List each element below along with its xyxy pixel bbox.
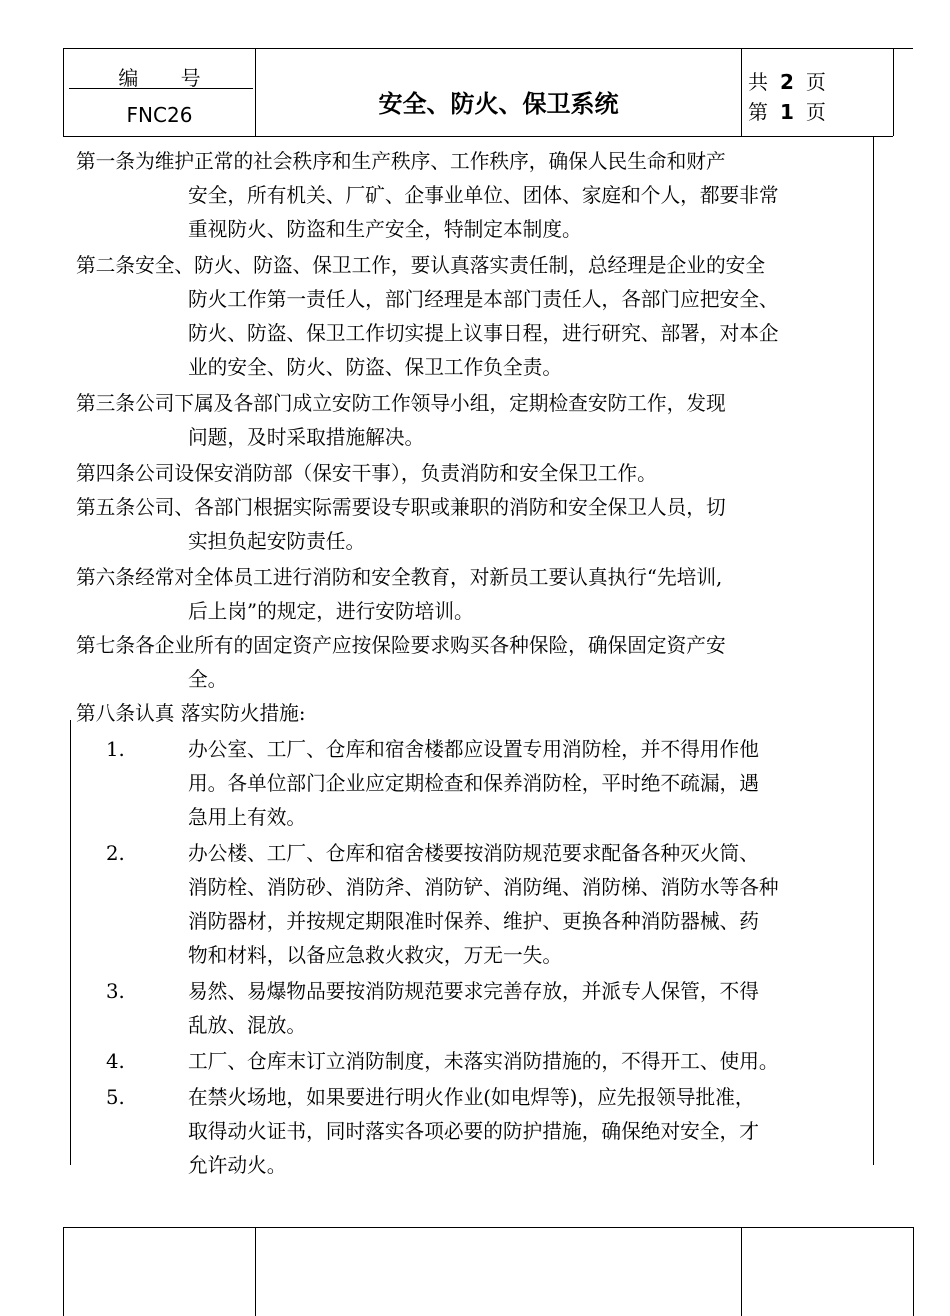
item-3-number: 3. bbox=[106, 980, 125, 1003]
article-6: 第六条经常对全体员工进行消防和安全教育，对新员工要认真执行“先培训, bbox=[76, 566, 723, 589]
article-7-line-2: 全。 bbox=[188, 668, 228, 691]
item-1-line-2: 用。各单位部门企业应定期检查和保养消防栓，平时绝不疏漏，遇 bbox=[188, 772, 759, 795]
item-5-line-2: 取得动火证书，同时落实各项必要的防护措施，确保绝对安全，才 bbox=[188, 1120, 759, 1143]
body-right-border bbox=[873, 136, 874, 1165]
article-2-line-4: 业的安全、防火、防盗、保卫工作负全责。 bbox=[188, 356, 563, 379]
item-3-line-2: 乱放、混放。 bbox=[188, 1014, 307, 1037]
item-1-line-3: 急用上有效。 bbox=[188, 806, 307, 829]
item-2-line-4: 物和材料，以备应急救火救灾，万无一失。 bbox=[188, 944, 563, 967]
item-5-line-1: 在禁火场地，如果要进行明火作业(如电焊等)，应先报领导批准， bbox=[188, 1086, 755, 1109]
article-2-line-3: 防火、防盗、保卫工作切实提上议事日程，进行研究、部署，对本企 bbox=[188, 322, 779, 345]
article-8: 第八条认真 落实防火措施: bbox=[76, 702, 306, 725]
article-2-line-2: 防火工作第一责任人，部门经理是本部门责任人，各部门应把安全、 bbox=[188, 288, 779, 311]
article-2: 第二条安全、防火、防盗、保卫工作，要认真落实责任制，总经理是企业的安全 bbox=[76, 254, 766, 277]
header-top-border bbox=[63, 48, 913, 49]
article-3: 第三条公司下属及各部门成立安防工作领导小组，定期检查安防工作，发现 bbox=[76, 392, 726, 415]
article-7: 第七条各企业所有的固定资产应按保险要求购买各种保险，确保固定资产安 bbox=[76, 634, 726, 657]
footer-divider-2 bbox=[741, 1227, 742, 1316]
item-2-line-1: 办公楼、工厂、仓库和宿舍楼要按消防规范要求配备各种灭火筒、 bbox=[188, 842, 759, 865]
body-left-border bbox=[70, 720, 71, 1165]
item-5-line-3: 允许动火。 bbox=[188, 1154, 287, 1177]
article-5: 第五条公司、各部门根据实际需要设专职或兼职的消防和安全保卫人员，切 bbox=[76, 496, 726, 519]
article-4: 第四条公司设保安消防部（保安干事），负责消防和安全保卫工作。 bbox=[76, 462, 657, 485]
header-bottom-border bbox=[63, 136, 893, 137]
item-5-number: 5. bbox=[106, 1086, 125, 1109]
article-5-line-2: 实担负起安防责任。 bbox=[188, 530, 366, 553]
item-1-number: 1. bbox=[106, 738, 125, 761]
article-1-line-2: 安全，所有机关、厂矿、企事业单位、团体、家庭和个人，都要非常 bbox=[188, 184, 779, 207]
item-4-line-1: 工厂、仓库末订立消防制度，未落实消防措施的，不得开工、使用。 bbox=[188, 1050, 779, 1073]
number-label: 编 号 bbox=[118, 66, 219, 90]
article-3-line-2: 问题，及时采取措施解决。 bbox=[188, 426, 425, 449]
item-1-line-1: 办公室、工厂、仓库和宿舍楼都应设置专用消防栓，并不得用作他 bbox=[188, 738, 759, 761]
footer-divider-1 bbox=[255, 1227, 256, 1316]
article-1-line-3: 重视防火、防盗和生产安全，特制定本制度。 bbox=[188, 218, 582, 241]
footer-top-border bbox=[63, 1227, 913, 1228]
header-right-border bbox=[893, 48, 894, 136]
document-title: 安全、防火、保卫系统 bbox=[378, 90, 619, 118]
item-2-line-2: 消防栓、消防砂、消防斧、消防铲、消防绳、消防梯、消防水等各种 bbox=[188, 876, 779, 899]
article-6-line-2: 后上岗”的规定，进行安防培训。 bbox=[188, 600, 474, 623]
footer-right-border bbox=[913, 1227, 914, 1316]
item-2-number: 2. bbox=[106, 842, 125, 865]
number-value: FNC26 bbox=[126, 103, 193, 127]
item-3-line-1: 易然、易爆物品要按消防规范要求完善存放，并派专人保管，不得 bbox=[188, 980, 759, 1003]
footer-left-border bbox=[63, 1227, 64, 1316]
item-2-line-3: 消防器材，并按规定期限准时保养、维护、更换各种消防器械、药 bbox=[188, 910, 759, 933]
header-divider-2 bbox=[741, 48, 742, 136]
page-current: 第 1 页 bbox=[748, 100, 826, 124]
item-4-number: 4. bbox=[106, 1050, 125, 1073]
page-total: 共 2 页 bbox=[748, 70, 826, 94]
article-1: 第一条为维护正常的社会秩序和生产秩序、工作秩序，确保人民生命和财产 bbox=[76, 150, 726, 173]
